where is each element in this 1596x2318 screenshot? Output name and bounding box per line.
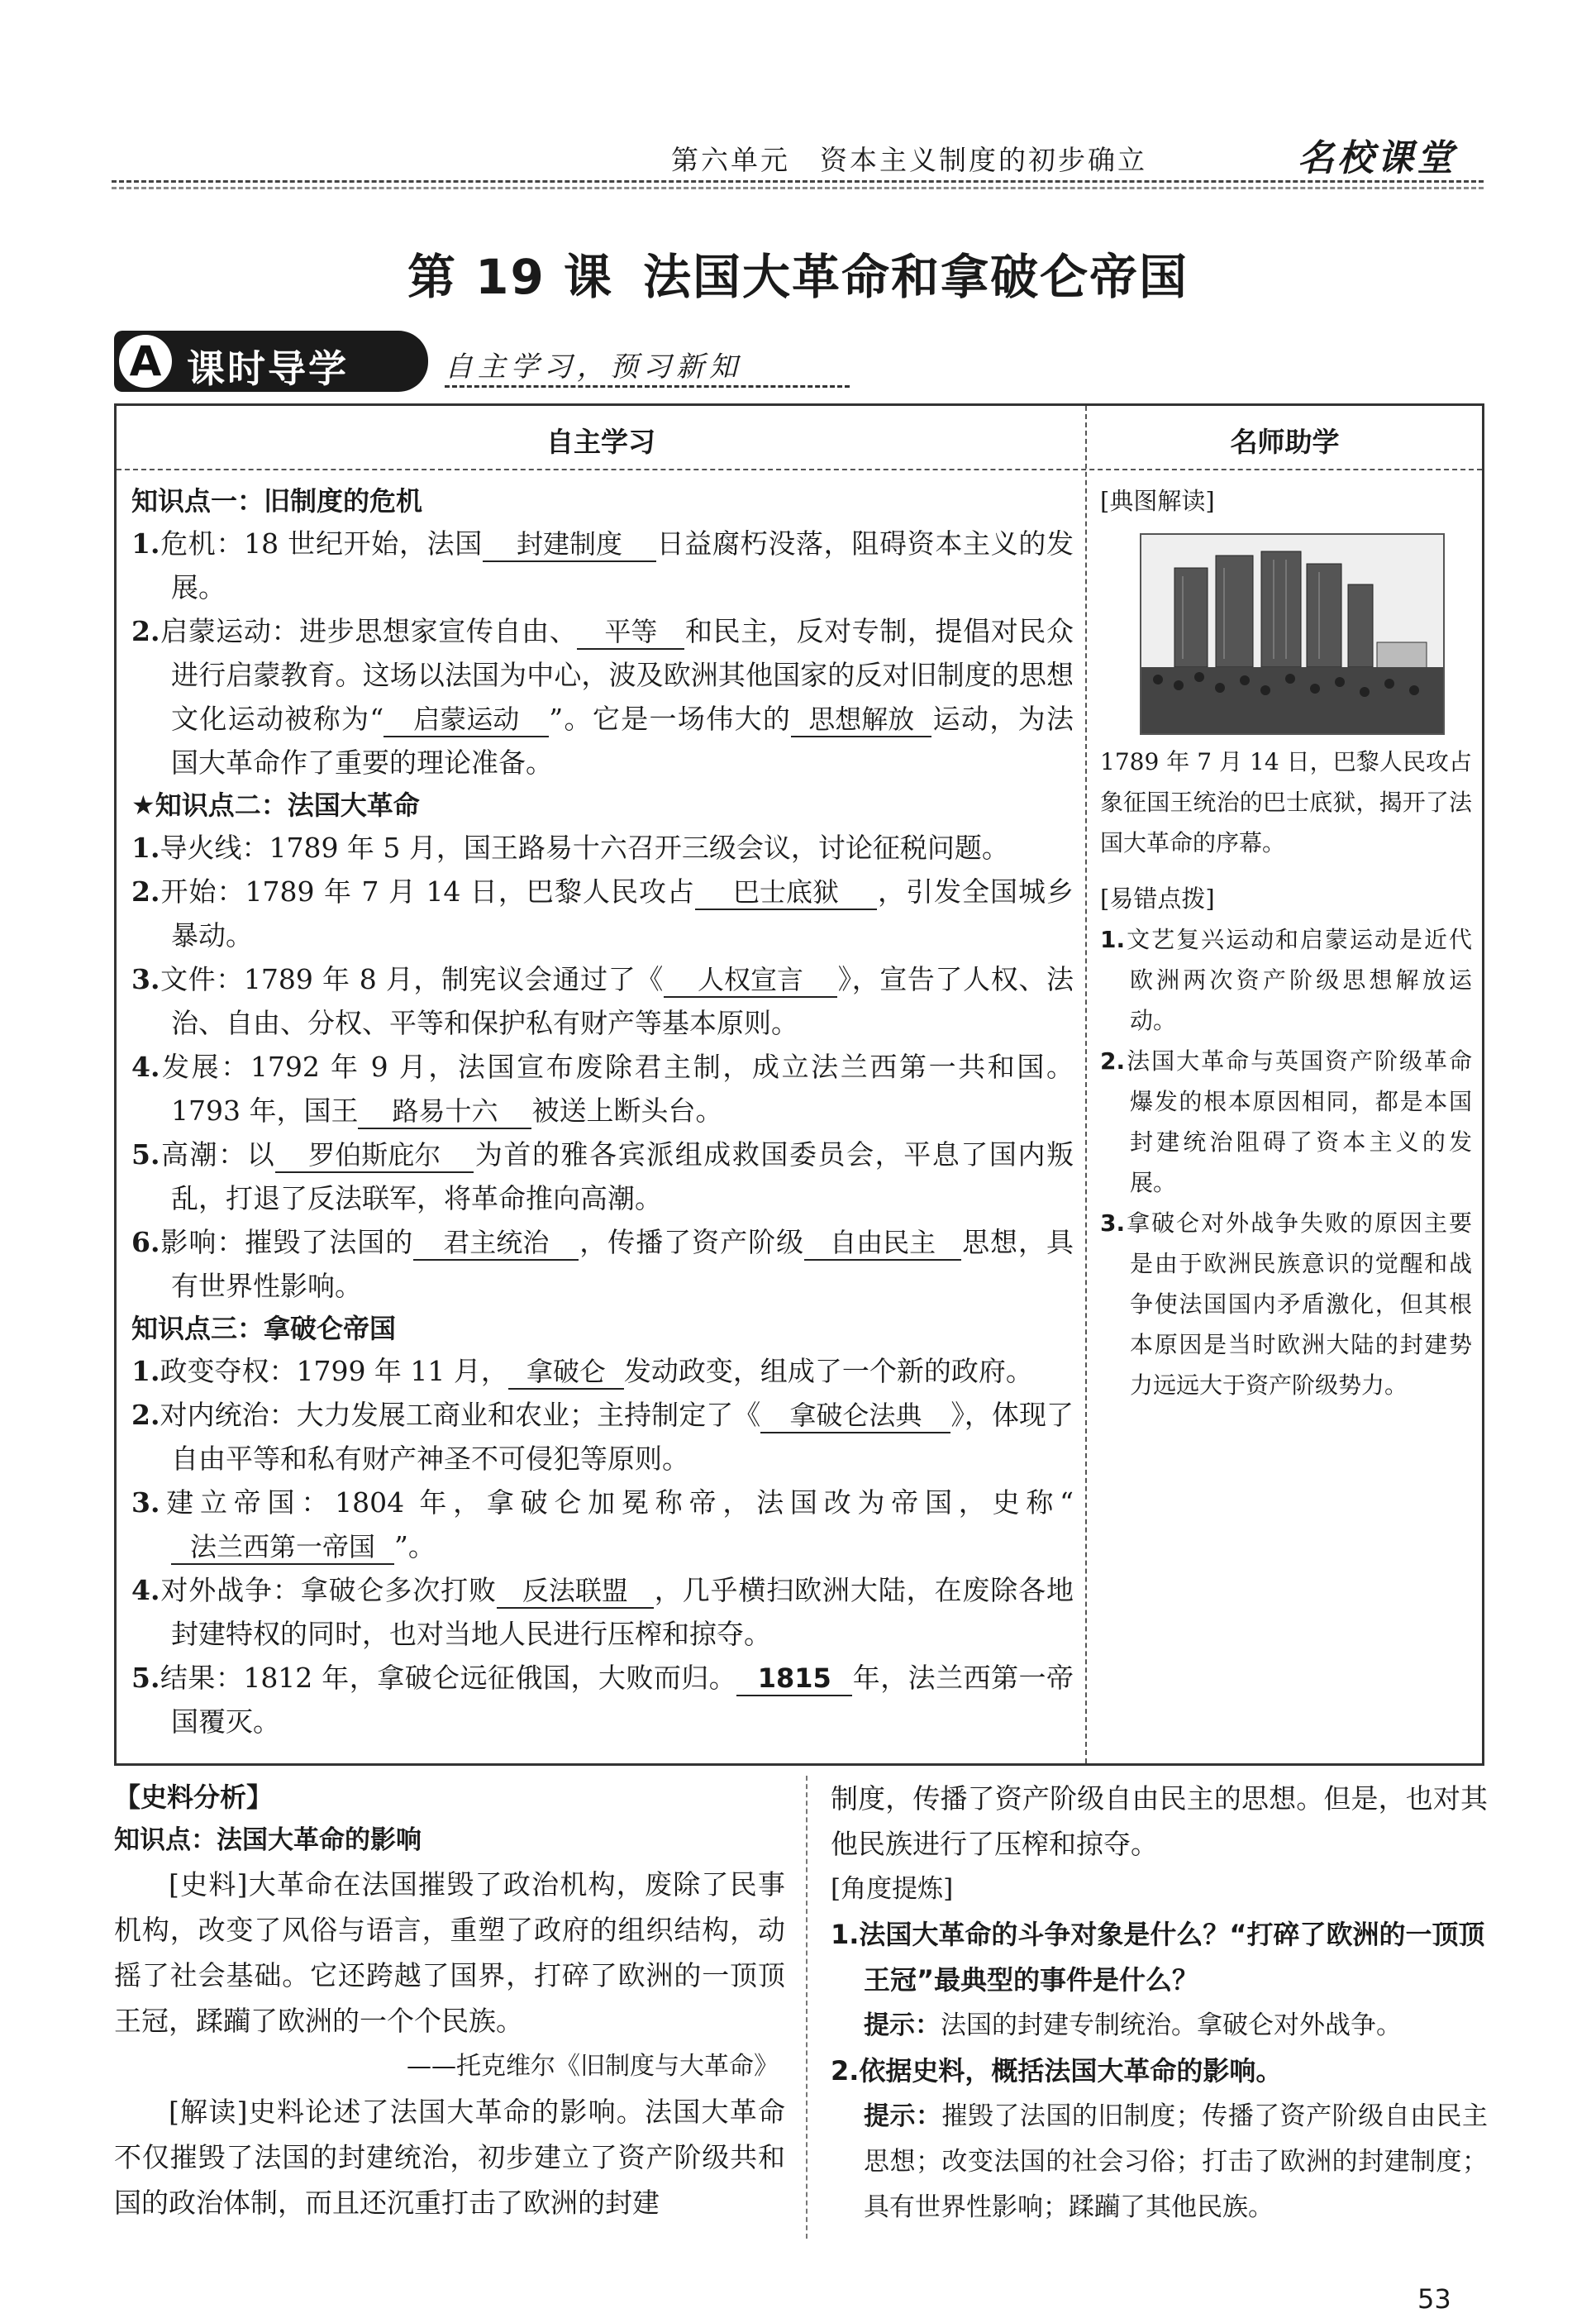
answer-blank[interactable]: 启蒙运动 <box>384 703 549 737</box>
kp3-item-1: 1.政变夺权：1799 年 11 月， 拿破仑 发动政变，组成了一个新的政府。 <box>131 1349 1074 1393</box>
source-attribution: ——托克维尔《旧制度与大革命》 <box>407 2052 779 2081</box>
lesson-name: 法国大革命和拿破仑帝国 <box>643 249 1189 305</box>
tip-item: 1.文艺复兴运动和启蒙运动是近代欧洲两次资产阶级思想解放运动。 <box>1100 926 1472 1034</box>
teacher-help-header: 名师助学 <box>1230 426 1340 458</box>
column-divider <box>1085 406 1087 1763</box>
kp2-item-5: 5.高潮：以 罗伯斯庇尔 为首的雅各宾派组成救国委员会，平息了国内叛乱，打退了反法联军，将革命推向高潮。 <box>131 1138 1074 1214</box>
kp2-item-3: 3.文件：1789 年 8 月，制宪议会通过了《 人权宣言 》，宣告了人权、法治、自由、分权、平等和保护私有财产等基本原则。 <box>131 963 1074 1039</box>
answer-blank[interactable]: 人权宣言 <box>664 963 837 998</box>
hint-2: 提示：摧毁了法国的旧制度；传播了资产阶级自由民主思想；改变法国的社会习俗；打击了欧洲的封建制度；具有世界性影响；蹂躏了其他民族。 <box>864 2101 1489 2222</box>
kp3-item-5: 5.结果：1812 年，拿破仑远征俄国，大败而归。 1815 年，法兰西第一帝国覆灭。 <box>131 1662 1074 1738</box>
lower-column-divider <box>806 1776 808 2239</box>
kp2-item-2: 2.开始：1789 年 7 月 14 日，巴黎人民攻占 巴士底狱 ，引发全国城乡暴动。 <box>131 875 1074 952</box>
angle-tag: [角度提炼] <box>831 1874 954 1904</box>
answer-blank[interactable]: 自由民主 <box>804 1226 961 1261</box>
answer-blank[interactable]: 法兰西第一帝国 <box>171 1530 394 1565</box>
answer-blank[interactable]: 反法联盟 <box>497 1574 654 1609</box>
interpretation-continued: 制度，传播了资产阶级自由民主的思想。但是，也对其他民族进行了压榨和掠夺。 <box>831 1782 1488 1860</box>
figure-tag: [典图解读] <box>1100 487 1215 515</box>
answer-blank[interactable]: 罗伯斯庇尔 <box>275 1138 474 1173</box>
header-divider <box>112 180 1484 183</box>
source-text: [史料]大革命在法国摧毁了政治机构，废除了民事机构，改变了风俗与语言，重塑了政府的组织结构，动摇了社会基础。它还跨越了国界，打碎了欧洲的一顶顶王冠，蹂躏了欧洲的一个个民族。 <box>114 1868 786 2037</box>
self-study-header: 自主学习 <box>546 426 655 458</box>
page-number: 53 <box>1417 2283 1451 2315</box>
analysis-topic: 知识点：法国大革命的影响 <box>114 1825 422 1855</box>
bastille-picture-icon <box>1141 535 1443 733</box>
section-subtitle: 自主学习，预习新知 <box>445 351 742 384</box>
brand-logo: 名校课堂 <box>1298 137 1456 179</box>
hint-1: 提示：法国的封建专制统治。拿破仑对外战争。 <box>864 2010 1402 2040</box>
answer-blank[interactable]: 拿破仑法典 <box>760 1399 950 1433</box>
section-badge <box>114 331 428 392</box>
kp2-item-6: 6.影响：摧毁了法国的 君主统治 ，传播了资产阶级 自由民主 思想，具有世界性影响。 <box>131 1226 1074 1302</box>
section-letter: A <box>119 335 172 388</box>
source-analysis-heading: 【史料分析】 <box>114 1781 274 1813</box>
answer-blank[interactable]: 1815 <box>736 1662 852 1696</box>
answer-blank[interactable]: 平等 <box>577 615 684 650</box>
study-table <box>114 403 1484 1766</box>
question-1: 1.法国大革命的斗争对象是什么？“打碎了欧洲的一顶顶王冠”最典型的事件是什么？ <box>831 1919 1485 1996</box>
bastille-engraving <box>1140 533 1445 735</box>
question-2: 2.依据史料，概括法国大革命的影响。 <box>831 2055 1283 2087</box>
self-study-column <box>131 480 1074 1743</box>
answer-blank[interactable]: 路易十六 <box>358 1095 531 1129</box>
interpretation-text: [解读]史料论述了法国大革命的影响。法国大革命不仅摧毁了法国的封建统治，初步建立了资产阶级共和国的政治体制，而且还沉重打击了欧洲的封建 <box>114 2096 786 2219</box>
kp1-item-2: 2.启蒙运动：进步思想家宣传自由、 平等 和民主，反对专制，提倡对民众进行启蒙教育。这场以法国为中心，波及欧洲其他国家的反对旧制度的思想文化运动被称为“ 启蒙运动 ”。它是一场伟大的 思想解放 运动，为法国大革命作了重要的理论准备。 <box>131 615 1074 779</box>
kp1-item-1: 1.危机：18 世纪开始，法国 封建制度 日益腐朽没落，阻碍资本主义的发展。 <box>131 527 1074 603</box>
table-header-row <box>117 406 1482 470</box>
source-analysis-left <box>114 1776 785 2225</box>
tip-item: 2.法国大革命与英国资产阶级革命爆发的根本原因相同，都是本国封建统治阻碍了资本主义的发展。 <box>1100 1047 1472 1196</box>
subtitle-underline <box>445 385 850 388</box>
kp2-item-1: 1.导火线：1789 年 5 月，国王路易十六召开三级会议，讨论征税问题。 <box>131 832 1009 864</box>
section-banner <box>114 331 742 397</box>
running-header <box>0 0 1596 190</box>
answer-blank[interactable]: 君主统治 <box>413 1226 579 1261</box>
answer-blank[interactable]: 封建制度 <box>483 527 656 562</box>
kp2-item-4: 4.发展：1792 年 9 月，法国宣布废除君主制，成立法兰西第一共和国。1793 年，国王 路易十六 被送上断头台。 <box>131 1045 1074 1133</box>
answer-blank[interactable]: 思想解放 <box>791 703 931 737</box>
figure-caption: 1789 年 7 月 14 日，巴黎人民攻占象征国王统治的巴士底狱，揭开了法国大革命的序幕。 <box>1100 748 1472 856</box>
kp3-item-3: 3.建立帝国：1804 年，拿破仑加冕称帝，法国改为帝国，史称“法兰西第一帝国 ”。 <box>131 1481 1074 1568</box>
tips-tag: [易错点拨] <box>1100 885 1215 913</box>
knowledge-point-3-heading: 知识点三：拿破仑帝国 <box>131 1313 397 1344</box>
knowledge-point-1-heading: 知识点一：旧制度的危机 <box>131 485 423 517</box>
kp3-item-4: 4.对外战争：拿破仑多次打败 反法联盟 ，几乎横扫欧洲大陆，在废除各地封建特权的同时，也对当地人民进行压榨和掠夺。 <box>131 1574 1074 1650</box>
knowledge-point-2-heading: ★知识点二：法国大革命 <box>131 789 420 821</box>
kp3-item-2: 2.对内统治：大力发展工商业和农业；主持制定了《 拿破仑法典 》，体现了自由平等和私有财产神圣不可侵犯等原则。 <box>131 1399 1074 1475</box>
lesson-number: 第 19 课 <box>407 249 614 305</box>
teacher-help-column <box>1100 480 1472 1405</box>
unit-title: 第六单元 资本主义制度的初步确立 <box>671 144 1147 176</box>
answer-blank[interactable]: 巴士底狱 <box>695 875 877 910</box>
tip-item: 3.拿破仑对外战争失败的原因主要是由于欧洲民族意识的觉醒和战争使法国国内矛盾激化，但其根本原因是当时欧洲大陆的封建势力远远大于资产阶级势力。 <box>1100 1209 1472 1399</box>
lesson-title <box>0 238 1596 308</box>
source-analysis-right <box>831 1776 1488 2230</box>
section-label: 课时导学 <box>187 346 349 391</box>
answer-blank[interactable]: 拿破仑 <box>508 1355 624 1390</box>
header-divider-lower <box>112 187 1484 189</box>
